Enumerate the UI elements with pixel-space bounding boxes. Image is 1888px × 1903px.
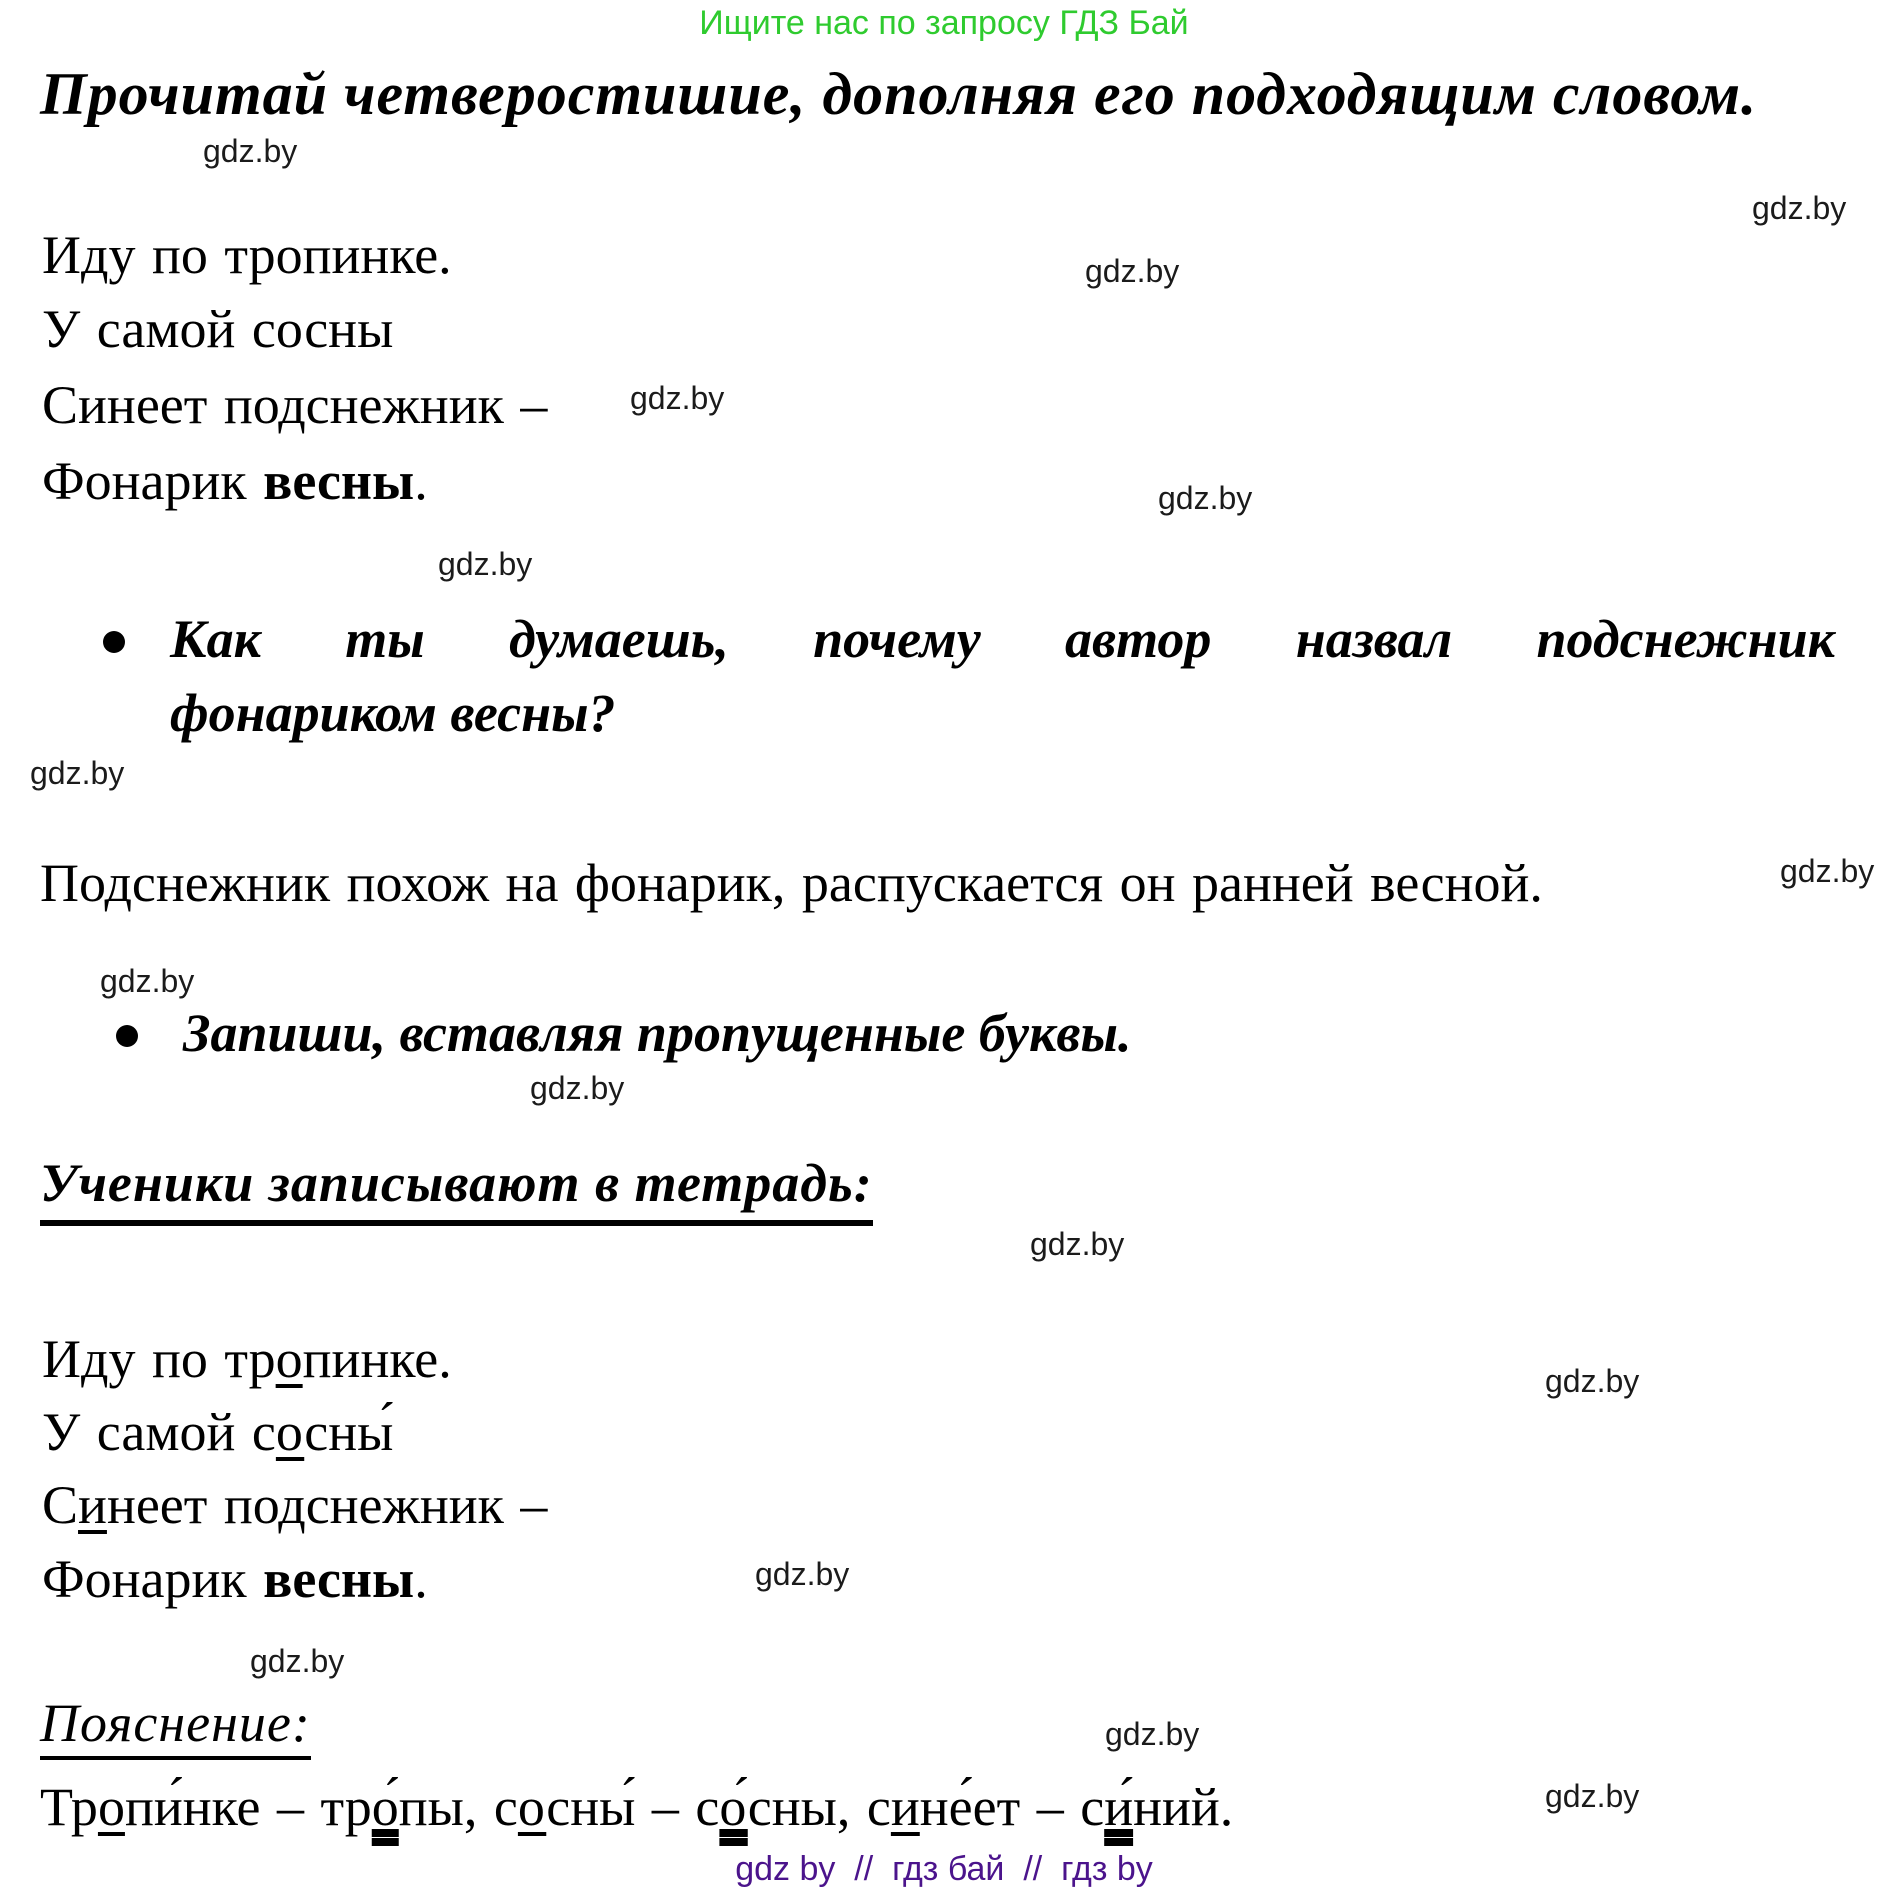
explanation-heading-wrap	[40, 1692, 311, 1760]
solution-poem-line	[42, 1546, 428, 1614]
watermark: gdz.by	[438, 546, 533, 582]
task-instruction: Прочитай четверостишие, дополняя его подходящим словом.	[40, 61, 1758, 127]
text-segment: .	[414, 451, 428, 511]
watermark: gdz.by	[100, 963, 195, 999]
question-line: фонариком весны?	[170, 683, 616, 743]
bold-word: весны	[263, 1549, 415, 1609]
watermark: gdz.by	[1780, 853, 1875, 889]
promo-banner: Ищите нас по запросу ГДЗ Бай	[699, 4, 1189, 42]
text-segment: пинке.	[302, 1329, 452, 1389]
watermark: gdz.by	[1545, 1363, 1640, 1399]
watermark: gdz.by	[755, 1556, 850, 1592]
text-segment: Тр	[40, 1777, 98, 1837]
underlined-letter: и́	[1104, 1777, 1134, 1837]
underlined-letter: о	[275, 1329, 303, 1389]
footer-links: gdz by // гдз бай // гдз by	[735, 1850, 1153, 1888]
text-segment: сны́	[304, 1402, 394, 1462]
watermark: gdz.by	[530, 1070, 625, 1106]
text-segment: сны, с	[747, 1777, 891, 1837]
poem-line: У самой сосны	[42, 299, 394, 359]
explanation-line	[40, 1774, 1233, 1842]
text-segment: пы, с	[398, 1777, 518, 1837]
watermark: gdz.by	[30, 755, 125, 791]
text-segment: У самой с	[42, 1402, 276, 1462]
solution-poem-line	[42, 1399, 393, 1467]
poem-line: Синеет подснежник –	[42, 375, 548, 435]
watermark: gdz.by	[1158, 480, 1253, 516]
watermark: gdz.by	[1105, 1716, 1200, 1752]
text-segment: ний.	[1133, 1777, 1234, 1837]
underlined-letter: о́	[371, 1777, 399, 1837]
solution-heading: Ученики записывают в тетрадь:	[40, 1152, 873, 1226]
question-line: Как ты думаешь, почему автор назвал подснежник	[170, 609, 1835, 669]
underlined-letter: и	[890, 1777, 920, 1837]
text-segment: неет подснежник –	[106, 1475, 548, 1535]
watermark: gdz.by	[1545, 1778, 1640, 1814]
poem-line	[42, 448, 428, 516]
underlined-letter: о	[97, 1777, 125, 1837]
underlined-letter: о	[275, 1402, 305, 1462]
watermark: gdz.by	[1030, 1226, 1125, 1262]
watermark: gdz.by	[1752, 190, 1847, 226]
watermark: gdz.by	[630, 380, 725, 416]
bullet-icon	[116, 1025, 138, 1047]
underlined-letter: о	[517, 1777, 547, 1837]
subtask-line: Запиши, вставляя пропущенные буквы.	[183, 1003, 1132, 1063]
text-segment: не́ет – с	[919, 1777, 1105, 1837]
solution-poem-line	[42, 1472, 547, 1540]
text-segment: Фонарик	[42, 1549, 264, 1609]
watermark: gdz.by	[203, 133, 298, 169]
text-segment: С	[42, 1475, 79, 1535]
text-segment: пи́нке – тр	[124, 1777, 372, 1837]
poem-line: Иду по тропинке.	[42, 225, 452, 285]
text-segment: Иду по тр	[42, 1329, 276, 1389]
text-segment: Фонарик	[42, 451, 264, 511]
underlined-letter: о́	[719, 1777, 748, 1837]
watermark: gdz.by	[250, 1643, 345, 1679]
watermark: gdz.by	[1085, 253, 1180, 289]
explanation-heading: Пояснение:	[40, 1692, 311, 1760]
text-segment: сны́ – с	[546, 1777, 720, 1837]
bold-word: весны	[263, 451, 415, 511]
solution-poem-line	[42, 1326, 452, 1394]
text-segment: .	[414, 1549, 428, 1609]
underlined-letter: и	[78, 1475, 107, 1535]
bullet-icon	[103, 631, 125, 653]
answer-sentence: Подснежник похож на фонарик, распускается он ранней весной.	[40, 853, 1543, 913]
solution-heading-wrap	[40, 1152, 873, 1226]
